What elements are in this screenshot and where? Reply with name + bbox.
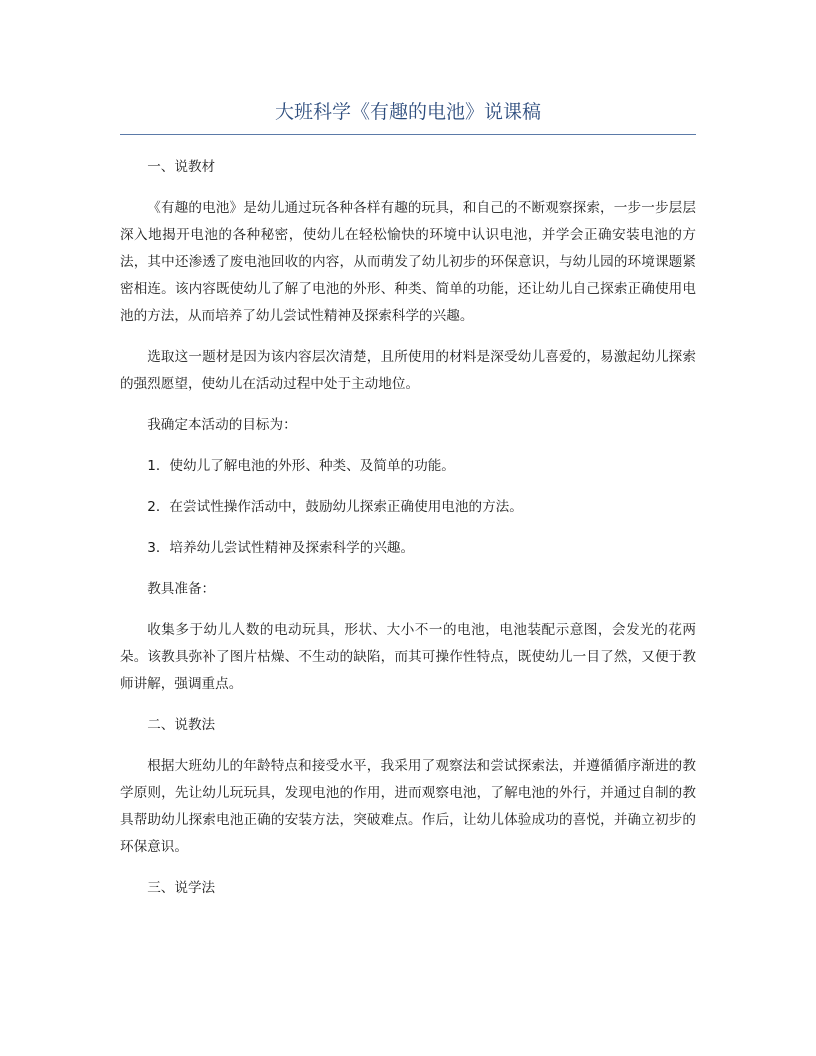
goal-item-2: 2．在尝试性操作活动中，鼓励幼儿探索正确使用电池的方法。: [147, 499, 523, 515]
paragraph-textbook-intro: 《有趣的电池》是幼儿通过玩各种各样有趣的玩具，和自己的不断观察探索，一步一步层层深入地揭开电池的各种秘密，使幼儿在轻松愉快的环境中认识电池，并学会正确安装电池的方法，其中还渗透了废电池回收的内容，从而萌发了幼儿初步的环保意识，与幼儿园的环境课题紧密相连。该内容既使幼儿了解了电池的外形、种类、简单的功能，还让幼儿自己探索正确使用电池的方法，从而培养了幼儿尝试性精神及探索科学的兴趣。: [120, 200, 696, 324]
goal-item-3: 3．培养幼儿尝试性精神及探索科学的兴趣。: [147, 540, 415, 556]
section-heading-textbook: 一、说教材: [147, 159, 216, 175]
paragraph-topic-reason: 选取这一题材是因为该内容层次清楚，且所使用的材料是深受幼儿喜爱的，易激起幼儿探索的强烈愿望，使幼儿在活动过程中处于主动地位。: [120, 349, 696, 392]
goals-label: 我确定本活动的目标为：: [147, 417, 297, 433]
paragraph-materials: 收集多于幼儿人数的电动玩具，形状、大小不一的电池，电池装配示意图，会发光的花两朵。该教具弥补了图片枯燥、不生动的缺陷，而其可操作性特点，既使幼儿一目了然，又便于教师讲解，强调重点。: [120, 622, 696, 692]
materials-label: 教具准备：: [147, 581, 216, 597]
goal-item-1: 1．使幼儿了解电池的外形、种类、及简单的功能。: [147, 458, 455, 474]
section-heading-teaching-method: 二、说教法: [147, 717, 216, 733]
section-heading-learning-method: 三、说学法: [147, 880, 216, 896]
document-title: 大班科学《有趣的电池》说课稿: [274, 101, 541, 123]
title-divider: [120, 134, 696, 135]
paragraph-teaching-method: 根据大班幼儿的年龄特点和接受水平，我采用了观察法和尝试探索法，并遵循循序渐进的教学原则，先让幼儿玩玩具，发现电池的作用，进而观察电池，了解电池的外行，并通过自制的教具帮助幼儿探索电池正确的安装方法，突破难点。作后，让幼儿体验成功的喜悦，并确立初步的环保意识。: [120, 758, 696, 855]
document-body: [120, 154, 696, 916]
